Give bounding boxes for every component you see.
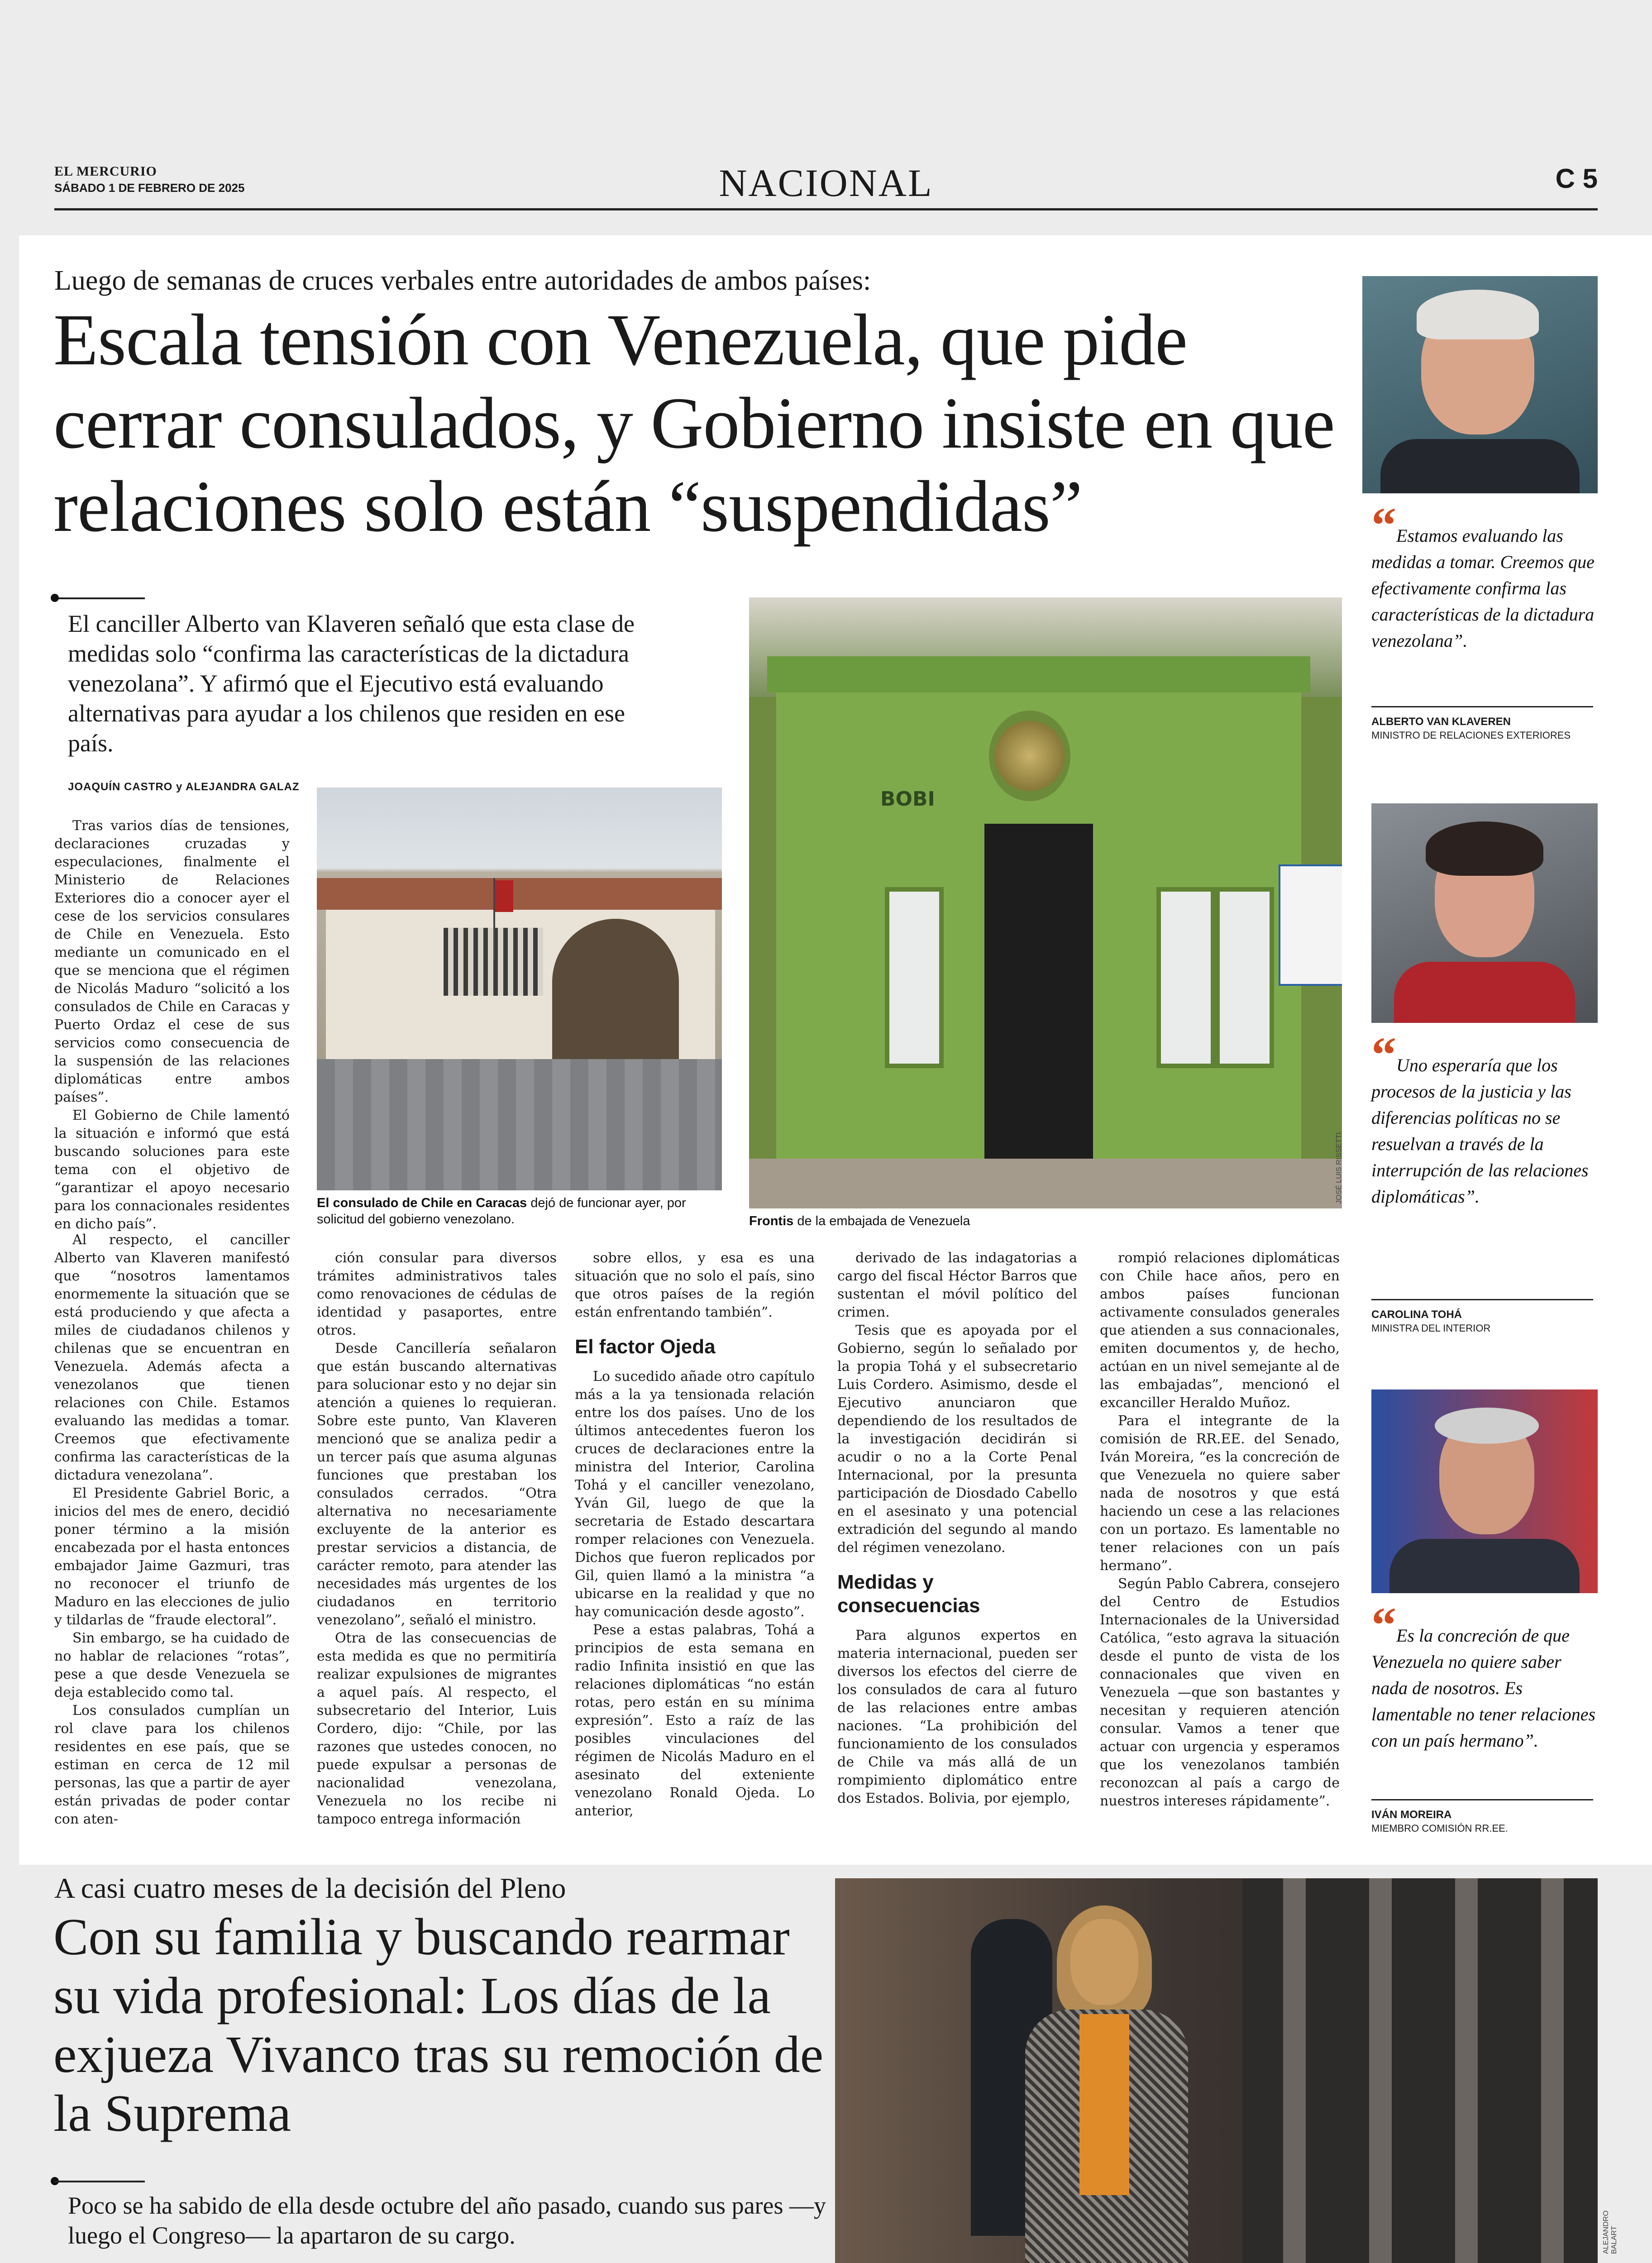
embassy-cornice <box>767 656 1310 692</box>
quote-toha <box>1371 1027 1598 1210</box>
quote-role: MINISTRO DE RELACIONES EXTERIORES <box>1371 730 1571 741</box>
paragraph: Los consulados cumplían un rol clave para los chilenos residentes en ese país, que se estiman en cerca de 12 mil personas, las que a partir de ayer están privadas de poder contar con aten- <box>54 1703 290 1827</box>
consulate-caption-text: dejó de funcionar ayer, por solicitud del gobierno venezolano. <box>317 1196 686 1227</box>
paragraph: Para algunos expertos en materia internacional, pueden ser diversos los efectos del cierre de los consulados de cara al futuro de las relaciones entre ambas naciones. “La prohibición del funcionamiento de los consulados de Chile va más allá de un rompimiento diplomático entre dos Estados. Bolivia, por ejemplo, <box>837 1628 1077 1806</box>
page-number: C 5 <box>1555 163 1598 194</box>
quote-text: Estamos evaluando las medidas a tomar. Creemos que efectivamente confirma las características de la dictadura venezolana”. <box>1371 525 1595 651</box>
subhead-factor-ojeda: El factor Ojeda <box>575 1336 716 1358</box>
article1-deck: El canciller Alberto van Klaveren señaló que esta clase de medidas solo “confirma las características de la dictadura venezolana”. Y afirmó que el Ejecutivo está evaluando alternativas para ayudar a los chilenos que residen en ese país. <box>68 610 635 757</box>
paragraph: El Presidente Gabriel Boric, a inicios del mes de enero, decidió poner término a la misión encabezada por el hasta entonces embajador Jaime Gazmuri, tras no reconocer el triunfo de Maduro en las elecciones de julio y tildarlas de “fraude electoral”. <box>54 1485 290 1628</box>
portrait-van-klaveren <box>1362 276 1598 493</box>
article2-deck: Poco se ha sabido de ella desde octubre del año pasado, cuando sus pares —y luego el Congreso— la apartaron de su cargo. <box>68 2192 826 2249</box>
article1-column-4-body <box>837 1627 1077 1808</box>
portrait-hair <box>1435 1408 1539 1444</box>
header-rule <box>54 208 1598 210</box>
quote-rule <box>1371 1799 1593 1800</box>
paragraph: Al respecto, el canciller Alberto van Klaveren manifestó que “nosotros lamentamos enormemente la situación que se está produciendo y que afecta a miles de ciudadanos chilenos y chilenas que se encuentran en Venezuela. Además afecta a venezolanos que tienen relaciones con Chile. Estamos evaluando las medidas a tomar. Creemos que efectivamente confirma las características de la dictadura venezolana”. <box>54 1232 290 1483</box>
paragraph: Lo sucedido añade otro capítulo más a la ya tensionada relación entre los dos países. Uno de los últimos antecedentes fueron los cruces de declaraciones entre la ministra del Interior, Carolina Tohá y el canciller venezolano, Yván Gil, luego de que la secretaria de Estado descartara romper relaciones con Venezuela. Dichos que fueron replicados por Gil, quien llamó a la ministra “a ubicarse en la realidad y que no hay comunicación desde agosto”. <box>575 1369 815 1620</box>
embassy-photo <box>749 597 1342 1208</box>
quote-moreira <box>1371 1597 1598 1754</box>
article1-kicker: Luego de semanas de cruces verbales entre autoridades de ambos países: <box>54 265 871 296</box>
paragraph: Otra de las consecuencias de esta medida es que no permitiría realizar expulsiones de migrantes a aquel país. Al respecto, el subsecretario del Interior, Luis Cordero, dijo: “Chile, por las razones que ustedes conocen, no puede expulsar a personas de nacionalidad venezolana, Venezuela no los recibe ni tampoco entrega información <box>317 1630 557 1827</box>
deck-marker <box>54 2181 145 2182</box>
masthead <box>54 163 1598 213</box>
portrait-toha <box>1371 803 1598 1023</box>
woman-hair <box>1057 1905 1152 2019</box>
section-title: NACIONAL <box>719 161 933 205</box>
paragraph: derivado de las indagatorias a cargo del fiscal Héctor Barros que sustentan el móvil político del crimen. <box>837 1250 1077 1320</box>
article1-column-2 <box>317 1249 557 1829</box>
quote-role: MINISTRA DEL INTERIOR <box>1371 1322 1491 1334</box>
embassy-photo-credit: JOSÉ LUIS RISSETTI <box>1335 1132 1343 1204</box>
embassy-window-left <box>885 887 944 1068</box>
embassy-window-right2 <box>1215 887 1274 1068</box>
paragraph: sobre ellos, y esa es una situación que no solo el país, sino que otros países de la región están enfrentando también”. <box>575 1250 815 1320</box>
paragraph: Desde Cancillería señalaron que están buscando alternativas para solucionar esto y no dejar sin atención a quienes lo requieran. Sobre este punto, Van Klaveren mencionó que se analiza pedir a un tercer país que asuma algunas funciones que prestaban los consulados cerrados. “Otra alternativa no necesariamente excluyente de la anterior es prestar servicios a distancia, de carácter remoto, para atender las necesidades más urgentes de los ciudadanos en territorio venezolano”, señaló el ministro. <box>317 1341 557 1628</box>
paragraph: Para el integrante de la comisión de RR.EE. del Senado, Iván Moreira, “es la concreción de que Venezuela no quiere saber nada de nosotros y que está haciendo un cese a las relaciones con un portazo. Es lamentable no tener relaciones con un país hermano”. <box>1100 1413 1340 1574</box>
consulate-arch <box>552 919 679 1073</box>
quote-mark-icon: “ <box>1371 497 1396 553</box>
brand-name: EL MERCURIO <box>54 164 157 179</box>
issue-date: SÁBADO 1 DE FEBRERO DE 2025 <box>54 181 245 195</box>
quote-name: CAROLINA TOHÁ <box>1371 1308 1462 1321</box>
article1-column-3-body <box>575 1368 815 1820</box>
flag-cloth <box>495 880 513 912</box>
quote-attribution <box>1371 1808 1598 1835</box>
quote-mark-icon: “ <box>1371 1597 1396 1652</box>
paragraph: Tesis que es apoyada por el Gobierno, según lo señalado por la propia Tohá y el subsecretario Luis Cordero. Asimismo, desde el Ejecutivo anunciaron que dependiendo de los resultados de la investigación decidirán si acudir o no a la Corte Penal Internacional, por la presunta participación de Diosdado Cabello en el asesinato y una potencial extradición del segundo al mando del régimen venezolano. <box>837 1322 1077 1556</box>
portrait-suit <box>1380 439 1580 493</box>
vivanco-photo-credit: ALEJANDRO BALART <box>1602 2210 1618 2254</box>
embassy-caption-text: de la embajada de Venezuela <box>793 1214 970 1228</box>
article1-column-1-bottom <box>54 1231 290 1829</box>
embassy-caption-lead: Frontis <box>749 1214 794 1228</box>
article1-headline: Escala tensión con Venezuela, que pide cerrar consulados, y Gobierno insiste en que relaciones solo están “suspendidas” <box>53 300 1335 547</box>
paragraph: Tras varios días de tensiones, declaraciones cruzadas y especulaciones, finalmente el Ministerio de Relaciones Exteriores dio a conocer ayer el cese de los servicios consulares de Chile en Venezuela. Esto mediante un comunicado en el que se menciona que el régimen de Nicolás Maduro “solicitó a los consulados de Chile en Caracas y Puerto Ordaz el cese de sus servicios como consecuencia de la suspensión de las relaciones diplomáticas entre ambos países”. <box>54 818 290 1105</box>
consulate-caption-lead: El consulado de Chile en Caracas <box>317 1196 527 1210</box>
vivanco-photo <box>835 1878 1598 2263</box>
woman-top <box>1079 2014 1129 2195</box>
consulate-photo <box>317 788 722 1190</box>
quote-rule <box>1371 706 1593 707</box>
article1-column-4-top <box>837 1249 1077 1557</box>
quote-text: Uno esperaría que los procesos de la justicia y las diferencias políticas no se resuelvan a través de la interrupción de las relaciones diplomáticas”. <box>1371 1055 1589 1207</box>
article1-column-3 <box>575 1249 815 1820</box>
article1-column-4 <box>837 1249 1077 1808</box>
deck-dot <box>51 594 59 602</box>
quote-name: IVÁN MOREIRA <box>1371 1809 1452 1821</box>
embassy-sign-text: BOBI <box>880 788 935 811</box>
consulate-roof <box>317 878 722 910</box>
quote-role: MIEMBRO COMISIÓN RR.EE. <box>1371 1823 1508 1834</box>
article1-column-5 <box>1100 1249 1340 1810</box>
portrait-hair <box>1417 290 1539 339</box>
portrait-jacket <box>1394 962 1575 1023</box>
article2-kicker: A casi cuatro meses de la decisión del Pleno <box>54 1872 566 1904</box>
subhead-medidas: Medidas y consecuencias <box>837 1571 980 1617</box>
quote-attribution <box>1371 715 1598 742</box>
paragraph: ción consular para diversos trámites administrativos tales como renovaciones de cédulas de identidad y pasaportes, entre otros. <box>317 1250 557 1338</box>
embassy-window-right <box>1156 887 1215 1068</box>
consulate-gate <box>317 1059 722 1190</box>
deck-marker <box>54 597 145 599</box>
paragraph: Según Pablo Cabrera, consejero del Centro de Estudios Internacionales de la Universidad Católica, “esto agrava la situación desde el punto de vista de los connacionales que viven en Venezuela —que son bastantes y necesitan y requieren atención consular. Vamos a tener que actuar con urgencia y esperamos que los venezolanos también reconozcan al país a cargo de nuestros intereses rápidamente”. <box>1100 1576 1340 1809</box>
article2-headline: Con su familia y buscando rearmar su vida profesional: Los días de la exjueza Vivanco tras su remoción de la Suprema <box>53 1908 824 2143</box>
embassy-sidewalk <box>749 1159 1342 1208</box>
paragraph: El Gobierno de Chile lamentó la situación e informó que está buscando soluciones para este tema con el objetivo de “garantizar el apoyo necesario para los connacionales residentes en dicho país”. <box>54 1108 290 1232</box>
columns <box>1242 1878 1598 2263</box>
portrait-suit <box>1389 1539 1580 1593</box>
paragraph: rompió relaciones diplomáticas con Chile hace años, pero en ambos países funcionan activamente consulados generales que atienden a sus connacionales, emiten documentos y, de hecho, actúan en un nivel semejante al de las embajadas”, mencionó el excanciller Heraldo Muñoz. <box>1100 1250 1340 1411</box>
portrait-moreira <box>1371 1389 1598 1593</box>
embassy-door <box>984 824 1093 1208</box>
coat-of-arms-icon <box>989 711 1070 801</box>
consulate-caption <box>317 1195 724 1227</box>
paragraph: Pese a estas palabras, Tohá a principios de esta semana en radio Infinita insistió en que las relaciones diplomáticas “no están rotas, pero están en su mínima expresión”. Esto a raíz de las posibles vinculaciones del régimen de Nicolás Maduro en el asesinato del exteniente venezolano Ronald Ojeda. Lo anterior, <box>575 1622 815 1819</box>
quote-text: Es la concreción de que Venezuela no quiere saber nada de nosotros. Es lamentable no tener relaciones con un país hermano”. <box>1371 1625 1596 1751</box>
article1-column-3-top <box>575 1249 815 1322</box>
quote-mark-icon: “ <box>1371 1027 1396 1082</box>
quote-attribution <box>1371 1308 1598 1335</box>
quote-van-klaveren <box>1371 497 1598 654</box>
quote-name: ALBERTO VAN KLAVEREN <box>1371 716 1511 728</box>
embassy-caption <box>749 1213 1337 1229</box>
quote-rule <box>1371 1299 1593 1300</box>
article1-column-1 <box>54 817 290 1233</box>
portrait-hair <box>1426 821 1543 876</box>
notice-board <box>1279 864 1342 986</box>
paragraph: Sin embargo, se ha cuidado de no hablar de relaciones “rotas”, pese a que desde Venezuela se deja establecido como tal. <box>54 1630 290 1700</box>
article1-byline: JOAQUÍN CASTRO y ALEJANDRA GALAZ <box>68 781 300 793</box>
